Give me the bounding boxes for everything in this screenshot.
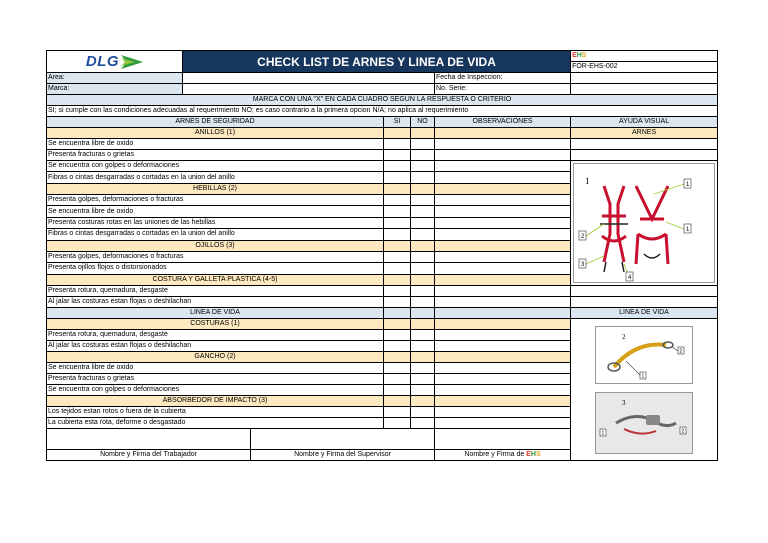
column-si: SI [384,117,411,128]
observaciones-field[interactable] [435,139,571,150]
area-field[interactable] [183,73,435,84]
arnes-visual-cell [571,161,718,286]
checklist-item: Se encuentra con golpes o deformaciones [47,385,384,396]
si-checkbox[interactable] [384,206,411,217]
instructions-legend: SI; si cumple con las condiciones adecuadas al requerimiento NO; es caso contrario a la primera opcion N/A; no aplica al requerimiento [47,106,718,117]
firma-ehs-field[interactable] [435,429,571,450]
no-checkbox[interactable] [411,172,435,183]
checklist-item: Presenta ojillos flojos o distorsionados [47,263,384,274]
fecha-label: Fecha de Inspeccion: [435,73,571,84]
checklist-item: Se encuentra con golpes o deformaciones [47,161,384,172]
no-checkbox[interactable] [411,217,435,228]
si-checkbox[interactable] [384,374,411,385]
linea-visual-cell [571,319,718,461]
lanyard-tag: 1 [641,373,645,379]
checklist-item: Presenta fracturas o grietas [47,150,384,161]
section-anillos: ANILLOS (1) [47,128,384,139]
fecha-field[interactable] [571,73,718,84]
firma-supervisor-field[interactable] [251,429,435,450]
checklist-item: Se encuentra libre de oxido [47,139,384,150]
no-checkbox[interactable] [411,330,435,341]
no-checkbox[interactable] [411,150,435,161]
no-checkbox[interactable] [411,286,435,297]
si-checkbox[interactable] [384,418,411,429]
checklist-item: Presenta rotura, quemadura, desgaste [47,330,384,341]
si-checkbox[interactable] [384,217,411,228]
firma-ehs-label: Nombre y Firma de EHS [435,450,571,461]
column-ayuda-visual: AYUDA VISUAL [571,117,718,128]
si-checkbox[interactable] [384,229,411,240]
si-checkbox[interactable] [384,286,411,297]
checklist-sheet [46,50,717,461]
checklist-item: Presenta rotura, quemadura, desgaste [47,286,384,297]
checklist-item: Al jalar las costuras estan flojas o deshilachan [47,297,384,308]
ehs-label: EHS [571,51,718,62]
observaciones-field[interactable] [435,172,571,183]
si-checkbox[interactable] [384,263,411,274]
lanyard-tag: 2 [679,348,683,354]
serie-field[interactable] [571,84,718,95]
observaciones-field[interactable] [435,374,571,385]
harness-tag: 1 [686,227,690,233]
no-checkbox[interactable] [411,407,435,418]
lanyard-label-2: 2 [622,332,626,341]
checklist-item: Los tejidos estan rotos o fuera de la cubierta [47,407,384,418]
si-checkbox[interactable] [384,363,411,374]
checklist-item: Presenta costuras rotas en las uniones de las hebillas [47,217,384,228]
harness-label-1: 1 [585,176,590,186]
observaciones-field[interactable] [435,385,571,396]
si-checkbox[interactable] [384,161,411,172]
logo-arrow-icon [121,55,143,69]
section-gancho: GANCHO (2) [47,352,384,363]
serie-label: No. Serie: [435,84,571,95]
section-costuras: COSTURAS (1) [47,319,384,330]
harness-tag: 1 [686,182,690,188]
observaciones-field[interactable] [435,418,571,429]
area-label: Area: [47,73,183,84]
logo-text: DLG [85,52,120,70]
observaciones-field[interactable] [435,407,571,418]
no-checkbox[interactable] [411,195,435,206]
checklist-item: Se encuentra libre de oxido [47,206,384,217]
section-costura-galleta: COSTURA Y GALLETA PLASTICA (4-5) [47,274,384,285]
harness-image [573,163,715,283]
si-checkbox[interactable] [384,251,411,262]
marca-field[interactable] [183,84,435,95]
no-checkbox[interactable] [411,263,435,274]
observaciones-field[interactable] [435,263,571,274]
no-checkbox[interactable] [411,206,435,217]
document-code: FOR-EHS-002 [571,62,718,73]
column-arnes: ARNES DE SEGURIDAD [47,117,384,128]
observaciones-field[interactable] [435,251,571,262]
section-linea-de-vida: LINEA DE VIDA [47,308,384,319]
absorber-tag: 1 [601,430,605,436]
si-checkbox[interactable] [384,150,411,161]
section-absorbedor: ABSORBEDOR DE IMPACTO (3) [47,396,384,407]
no-checkbox[interactable] [411,251,435,262]
no-checkbox[interactable] [411,363,435,374]
observaciones-field[interactable] [435,217,571,228]
section-hebillas: HEBILLAS (2) [47,183,384,194]
column-observaciones: OBSERVACIONES [435,117,571,128]
no-checkbox[interactable] [411,161,435,172]
observaciones-field[interactable] [435,229,571,240]
no-checkbox[interactable] [411,229,435,240]
visual-arnes-label: ARNES [571,128,718,139]
si-checkbox[interactable] [384,341,411,352]
si-checkbox[interactable] [384,139,411,150]
observaciones-field[interactable] [435,150,571,161]
checklist-item: Fibras o cintas desgarradas o cortadas en la union del anillo [47,229,384,240]
observaciones-field[interactable] [435,330,571,341]
checklist-item: Presenta golpes, deformaciones o fracturas [47,195,384,206]
checklist-item: Se encuentra libre de oxido [47,363,384,374]
checklist-item: Presenta golpes, deformaciones o fracturas [47,251,384,262]
si-checkbox[interactable] [384,297,411,308]
instructions-main: MARCA CON UNA "X" EN CADA CUADRO SEGUN LA RESPUESTA O CRITERIO [47,95,718,106]
harness-tag: 3 [581,262,585,268]
checklist-item: La cubierta esta rota, deforme o desgastado [47,418,384,429]
absorber-tag: 2 [681,428,685,434]
firma-supervisor-label: Nombre y Firma del Supervisor [251,450,435,461]
no-checkbox[interactable] [411,139,435,150]
observaciones-field[interactable] [435,206,571,217]
no-checkbox[interactable] [411,297,435,308]
firma-trabajador-field[interactable] [47,429,251,450]
si-checkbox[interactable] [384,172,411,183]
absorber-label-3: 3 [622,398,626,407]
column-no: NO [411,117,435,128]
no-checkbox[interactable] [411,385,435,396]
si-checkbox[interactable] [384,330,411,341]
harness-tag: 2 [581,234,585,240]
visual-linea-label: LINEA DE VIDA [571,308,718,319]
observaciones-field[interactable] [435,363,571,374]
si-checkbox[interactable] [384,407,411,418]
observaciones-field[interactable] [435,161,571,172]
observaciones-field[interactable] [435,286,571,297]
observaciones-field[interactable] [435,341,571,352]
observaciones-field[interactable] [435,195,571,206]
checklist-item: Presenta fracturas o grietas [47,374,384,385]
checklist-item: Al jalar las costuras estan flojas o deshilachan [47,341,384,352]
section-ojillos: OJILLOS (3) [47,240,384,251]
si-checkbox[interactable] [384,385,411,396]
lanyard-image [595,326,693,384]
no-checkbox[interactable] [411,374,435,385]
observaciones-field[interactable] [435,297,571,308]
si-checkbox[interactable] [384,195,411,206]
checklist-table [46,50,718,461]
firma-trabajador-label: Nombre y Firma del Trabajador [47,450,251,461]
checklist-item: Fibras o cintas desgarradas o cortadas en la union del anillo [47,172,384,183]
document-title: CHECK LIST DE ARNES Y LINEA DE VIDA [183,51,571,73]
marca-label: Marca: [47,84,183,95]
harness-tag: 4 [628,275,632,281]
company-logo [47,51,183,73]
no-checkbox[interactable] [411,418,435,429]
absorber-image [595,392,693,454]
no-checkbox[interactable] [411,341,435,352]
